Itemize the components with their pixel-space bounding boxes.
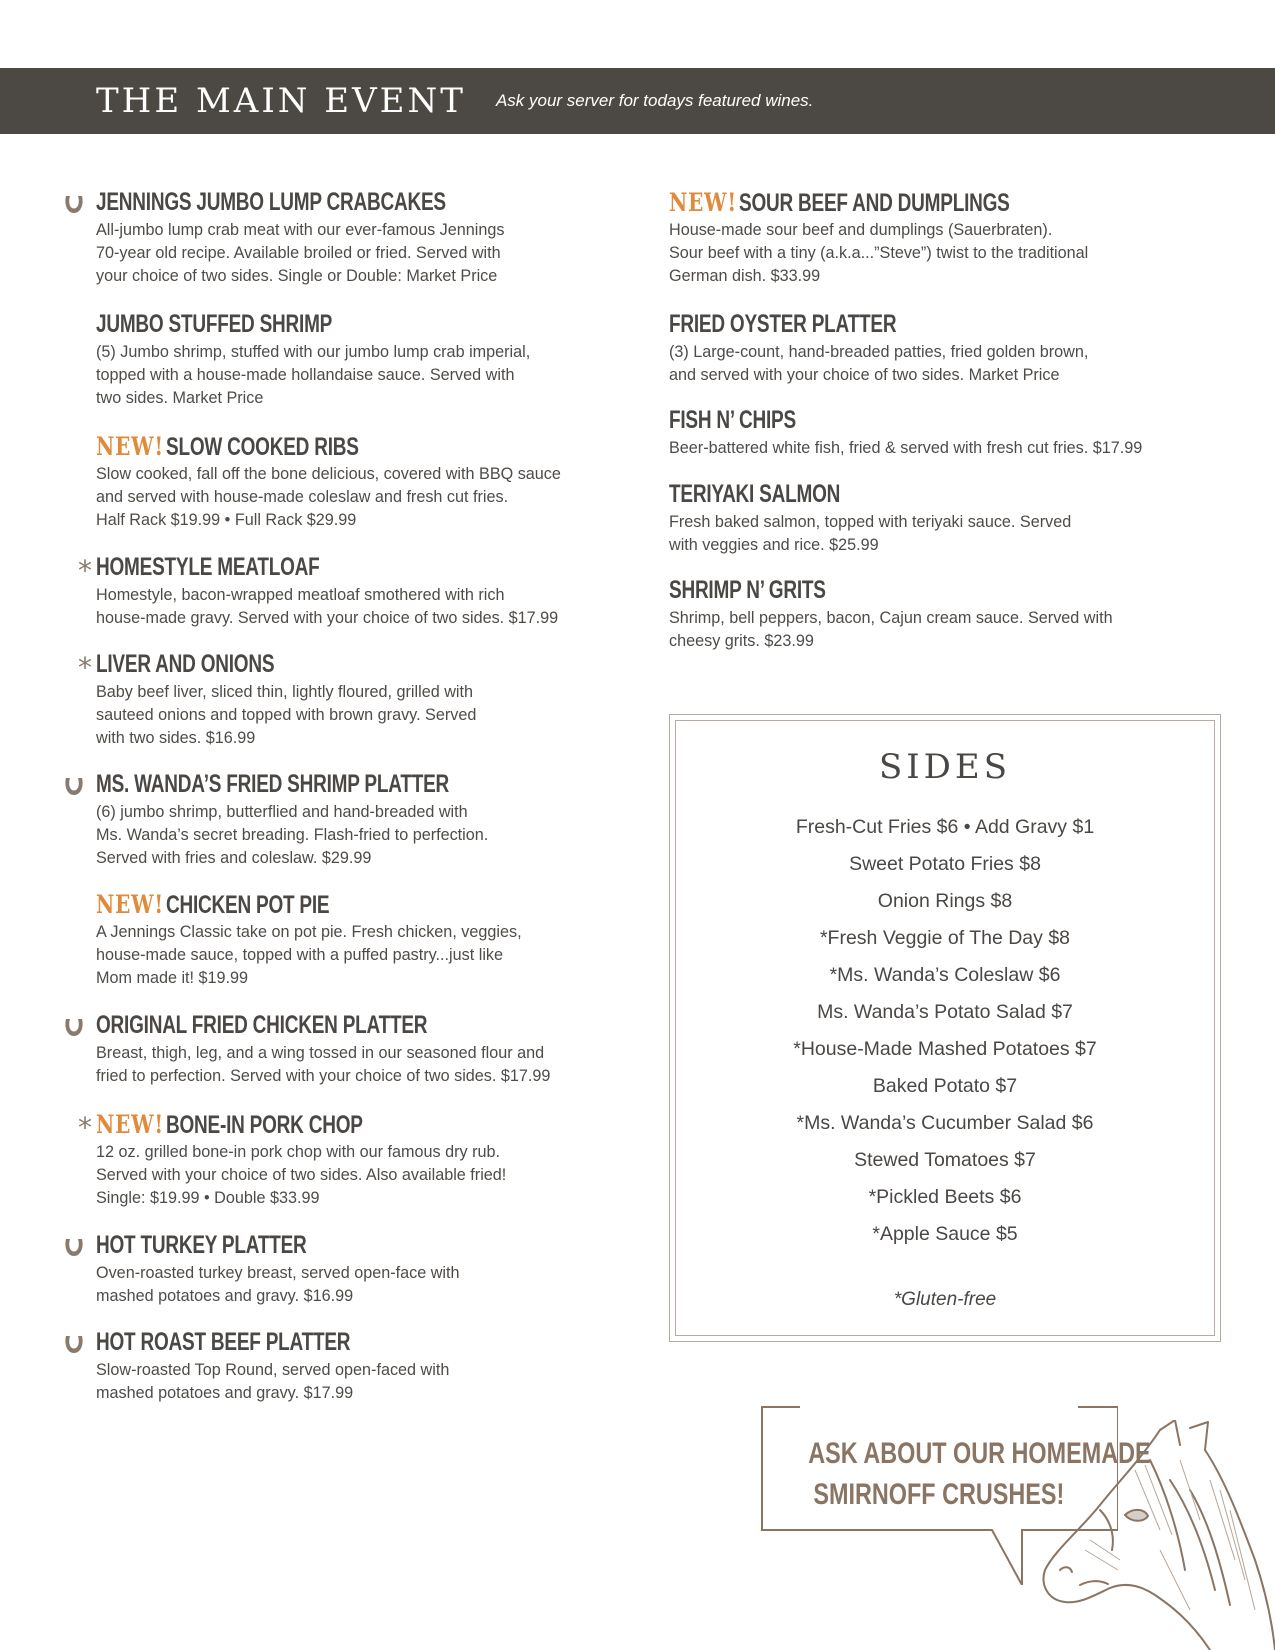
side-item: *Ms. Wanda’s Coleslaw $6 — [829, 964, 1061, 986]
side-item: Stewed Tomatoes $7 — [854, 1149, 1036, 1171]
side-item: *House-Made Mashed Potatoes $7 — [793, 1038, 1097, 1060]
menu-item-hot-turkey — [96, 1231, 656, 1308]
asterisk-icon: * — [78, 554, 92, 587]
item-description: All-jumbo lump crab meat with our ever-famous Jennings 70-year old recipe. Available broiled or fried. Served with your choice of two sides. Single or Double: Market Price — [96, 221, 505, 285]
wine-note: Ask your server for todays featured wines. — [495, 91, 814, 110]
item-description: Oven-roasted turkey breast, served open-face with mashed potatoes and gravy. $16.99 — [96, 1264, 460, 1305]
item-description: Homestyle, bacon-wrapped meatloaf smothered with rich house-made gravy. Served with your choice of two sides. $17.99 — [96, 586, 559, 627]
side-item: *Ms. Wanda’s Cucumber Salad $6 — [796, 1112, 1094, 1134]
horseshoe-icon — [62, 774, 86, 798]
item-name: HOMESTYLE MEATLOAF — [96, 553, 320, 581]
item-description: A Jennings Classic take on pot pie. Fresh chicken, veggies, house-made sauce, topped with a puffed pastry...just like Mom made it! $19.99 — [96, 923, 522, 987]
item-name: JENNINGS JUMBO LUMP CRABCAKES — [96, 188, 446, 216]
header-banner — [0, 68, 1275, 134]
item-description: Baby beef liver, sliced thin, lightly floured, grilled with sauteed onions and topped with brown gravy. Served with two sides. $16.99 — [96, 683, 477, 747]
item-description: Shrimp, bell peppers, bacon, Cajun cream sauce. Served with cheesy grits. $23.99 — [669, 609, 1113, 650]
item-description: Fresh baked salmon, topped with teriyaki sauce. Served with veggies and rice. $25.99 — [669, 513, 1072, 554]
menu-item-pot-pie — [96, 890, 656, 990]
horseshoe-icon — [62, 1332, 86, 1356]
menu-item-fried-shrimp — [96, 770, 656, 870]
item-name: FISH N’ CHIPS — [669, 406, 796, 434]
menu-item-liver-onions — [78, 650, 656, 750]
menu-item-fish-chips — [669, 406, 1229, 460]
menu-item-roast-beef — [96, 1328, 656, 1405]
side-item: Onion Rings $8 — [877, 890, 1013, 912]
side-item: Ms. Wanda’s Potato Salad $7 — [817, 1001, 1073, 1023]
menu-item-ribs — [96, 432, 656, 532]
horse-head-illustration — [1040, 1420, 1275, 1650]
side-item: *Apple Sauce $5 — [872, 1223, 1018, 1245]
item-name: ORIGINAL FRIED CHICKEN PLATTER — [96, 1011, 428, 1039]
side-item: *Pickled Beets $6 — [868, 1186, 1022, 1208]
item-description: House-made sour beef and dumplings (Sauerbraten). Sour beef with a tiny (a.k.a...”Steve”) twist to the traditional German dish. $33.99 — [669, 221, 1089, 285]
item-name: MS. WANDA’S FRIED SHRIMP PLATTER — [96, 770, 450, 798]
side-item: Baked Potato $7 — [872, 1075, 1018, 1097]
side-item: Sweet Potato Fries $8 — [849, 853, 1041, 875]
sides-list — [676, 809, 1214, 1253]
item-name: SLOW COOKED RIBS — [166, 433, 359, 461]
item-description: Slow cooked, fall off the bone delicious, covered with BBQ sauce and served with house-made coleslaw and fresh cut fries. Half Rack $19.99 • Full Rack $29.99 — [96, 465, 561, 529]
sides-title: SIDES — [878, 747, 1012, 787]
item-description: Breast, thigh, leg, and a wing tossed in our seasoned flour and fried to perfection. Served with your choice of two sides. $17.99 — [96, 1044, 551, 1085]
side-item: *Fresh Veggie of The Day $8 — [819, 927, 1071, 949]
sides-panel — [669, 714, 1221, 1342]
item-description: (6) jumbo shrimp, butterflied and hand-breaded with Ms. Wanda’s secret breading. Flash-fried to perfection. Served with fries and coleslaw. $29.99 — [96, 803, 489, 867]
horseshoe-icon — [62, 1235, 86, 1259]
menu-item-teriyaki-salmon — [669, 480, 1229, 557]
horseshoe-icon — [62, 192, 86, 216]
item-name: FRIED OYSTER PLATTER — [669, 310, 897, 338]
gluten-free-note: *Gluten-free — [893, 1289, 997, 1310]
item-name: BONE-IN PORK CHOP — [166, 1111, 363, 1139]
menu-item-crabcakes — [96, 188, 656, 288]
item-description: Beer-battered white fish, fried & served with fresh cut fries. $17.99 — [669, 439, 1143, 457]
new-badge: NEW! — [96, 1110, 164, 1139]
item-description: 12 oz. grilled bone-in pork chop with our famous dry rub. Served with your choice of two sides. Also available fried! Single: $19.99 • Double $33.99 — [96, 1143, 507, 1207]
menu-item-oyster-platter — [669, 310, 1229, 387]
item-name: CHICKEN POT PIE — [166, 891, 330, 919]
item-name: SHRIMP N’ GRITS — [669, 576, 826, 604]
new-badge: NEW! — [96, 432, 164, 461]
sides-inner-border — [675, 720, 1215, 1336]
item-name: LIVER AND ONIONS — [96, 650, 275, 678]
item-name: SOUR BEEF AND DUMPLINGS — [739, 189, 1010, 217]
menu-item-pork-chop — [78, 1110, 656, 1210]
item-name: HOT TURKEY PLATTER — [96, 1231, 307, 1259]
side-item: Fresh-Cut Fries $6 • Add Gravy $1 — [795, 816, 1095, 838]
asterisk-icon: * — [78, 651, 92, 684]
item-description: Slow-roasted Top Round, served open-faced with mashed potatoes and gravy. $17.99 — [96, 1361, 450, 1402]
callout-line-1: ASK ABOUT OUR HOMEMADE — [808, 1437, 1151, 1470]
item-name: TERIYAKI SALMON — [669, 480, 841, 508]
new-badge: NEW! — [669, 188, 737, 217]
item-name: JUMBO STUFFED SHRIMP — [96, 310, 333, 338]
menu-item-stuffed-shrimp — [96, 310, 656, 410]
menu-item-fried-chicken — [96, 1011, 656, 1088]
new-badge: NEW! — [96, 890, 164, 919]
menu-item-shrimp-grits — [669, 576, 1229, 653]
item-description: (5) Jumbo shrimp, stuffed with our jumbo lump crab imperial, topped with a house-made hollandaise sauce. Served with two sides. Market Price — [96, 343, 531, 407]
menu-item-meatloaf — [78, 553, 656, 630]
horseshoe-icon — [62, 1015, 86, 1039]
item-description: (3) Large-count, hand-breaded patties, fried golden brown, and served with your choice of two sides. Market Price — [669, 343, 1089, 384]
asterisk-icon: * — [78, 1111, 92, 1144]
item-name: HOT ROAST BEEF PLATTER — [96, 1328, 351, 1356]
page-title: THE MAIN EVENT — [96, 81, 466, 121]
callout-line-2: SMIRNOFF CRUSHES! — [813, 1478, 1065, 1511]
menu-item-sour-beef — [669, 188, 1229, 288]
